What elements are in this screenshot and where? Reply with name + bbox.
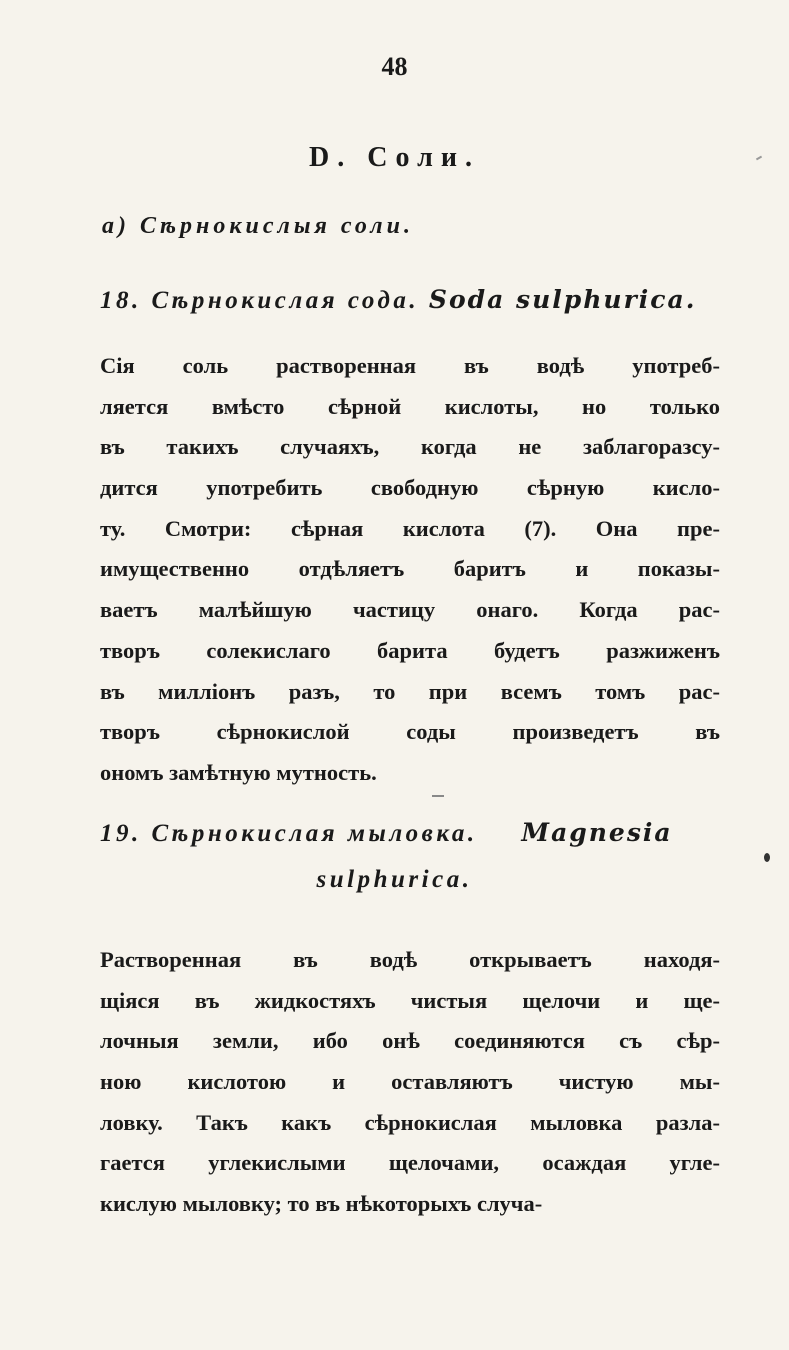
text-line: творъ солекислаго барита будетъ разжиженъ xyxy=(100,637,720,663)
article-18-paragraph xyxy=(100,346,720,794)
text-line: имущественно отдѣляетъ баритъ и показы- xyxy=(100,556,720,582)
text-line: Растворенная въ водѣ открываетъ находя- xyxy=(100,947,720,972)
article-19-heading-ru: 19. Сѣрнокислая мыловка. xyxy=(100,820,478,847)
article-19-heading-latin: Magnesia xyxy=(521,818,673,847)
article-18-heading-latin: Soda sulphurica. xyxy=(428,285,697,314)
article-19-heading-continued: sulphurica. xyxy=(316,866,473,893)
text-line: кислую мыловку; то въ нѣкоторыхъ случа- xyxy=(100,1191,543,1217)
text-line: въ такихъ случаяхъ, когда не заблагоразсу- xyxy=(100,434,720,460)
text-line: ту. Смотри: сѣрная кислота (7). Она пре- xyxy=(100,515,720,541)
text-line: лочныя земли, ибо онѣ соединяются съ сѣр- xyxy=(100,1028,720,1054)
article-18-heading xyxy=(100,285,696,315)
subsection-title: a) Сѣрнокислыя соли. xyxy=(102,213,414,239)
text-line: Сія соль растворенная въ водѣ употреб- xyxy=(100,353,720,378)
text-line: щіяся въ жидкостяхъ чистыя щелочи и ще- xyxy=(100,987,720,1013)
text-line: въ милліонъ разъ, то при всемъ томъ рас- xyxy=(100,678,720,704)
section-title: D. Соли. xyxy=(309,142,480,173)
page-number: 48 xyxy=(381,52,408,81)
text-line: ляется вмѣсто сѣрной кислоты, но только xyxy=(100,393,720,419)
print-speck xyxy=(432,795,444,797)
text-line: ономъ замѣтную мутность. xyxy=(100,759,377,785)
text-line: гается углекислыми щелочами, осаждая угле- xyxy=(100,1150,720,1176)
text-line: творъ сѣрнокислой соды произведетъ въ xyxy=(100,719,720,745)
article-19-heading xyxy=(100,818,673,848)
article-18-heading-ru: 18. Сѣрнокислая сода. xyxy=(100,287,420,314)
text-line: ною кислотою и оставляютъ чистую мы- xyxy=(100,1069,720,1095)
article-19-paragraph xyxy=(100,940,720,1225)
ink-blot xyxy=(764,853,770,862)
text-line: дится употребить свободную сѣрную кисло- xyxy=(100,475,720,501)
text-line: ваетъ малѣйшую частицу онаго. Когда рас- xyxy=(100,597,720,623)
text-line: ловку. Такъ какъ сѣрнокислая мыловка разла- xyxy=(100,1109,720,1135)
